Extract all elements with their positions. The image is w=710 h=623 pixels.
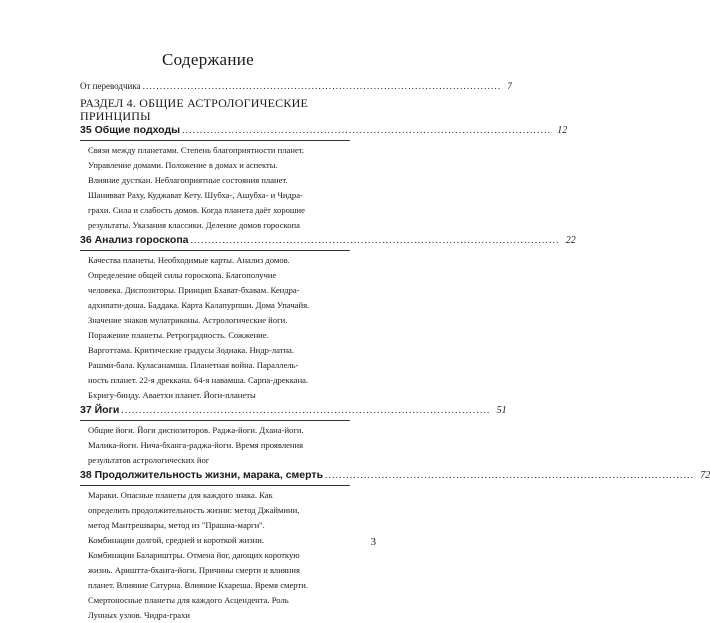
- toc-page-number: 7: [507, 81, 512, 91]
- toc-page-number: 72: [700, 470, 710, 481]
- toc-page-number: 12: [557, 125, 568, 136]
- dot-leader: ........................................................................................................: [142, 81, 502, 91]
- chapter-block: [80, 403, 507, 467]
- chapter-summary-line: адхипати-доша. Баддака. Карта Калапурпши. Дома Упачайя.: [88, 300, 310, 310]
- chapter-summary-line: метод Мантрешвары, метод из "Прашна-марги".: [88, 520, 265, 530]
- dot-leader: ........................................................................................................: [121, 405, 491, 415]
- chapter-summary-line: Качества планеты. Необходимые карты. Анализ домов.: [88, 255, 290, 265]
- section-heading-line: РАЗДЕЛ 4. ОБЩИЕ АСТРОЛОГИЧЕСКИЕ: [80, 96, 308, 110]
- section-heading: [80, 97, 350, 123]
- toc-entry-chapter[interactable]: [80, 233, 576, 248]
- dot-leader: ........................................................................................................: [182, 125, 552, 135]
- chapter-summary-line: Шанивват Раху, Куджават Кету. Шубха-, Ашубха- и Чидра-: [88, 190, 303, 200]
- chapter-summary-line: Рашми-бала. Куласанамша. Планетная война. Параллель-: [88, 360, 299, 370]
- chapter-summary-line: Связи между планетами. Степень благоприятности планет.: [88, 145, 305, 155]
- chapter-summary-line: Определение общей силы гороскопа. Благополучие: [88, 270, 277, 280]
- toc-entry-translator[interactable]: [80, 80, 512, 93]
- toc-page-number: 22: [565, 235, 576, 246]
- toc-entry-chapter[interactable]: [80, 123, 568, 138]
- chapter-summary-line: жизнь. Ариштта-бханга-йоги. Причины смерти и влияния: [88, 565, 300, 575]
- page-number: 3: [370, 536, 376, 548]
- toc-page-number: 51: [496, 405, 507, 416]
- chapter-summary-line: Смертоносные планеты для каждого Асцендента. Роль: [88, 595, 289, 605]
- chapter-summary-line: ность планет. 22-я дреккана. 64-я навамша. Сарпа-дреккана.: [88, 375, 309, 385]
- chapter-summary-line: Значение знаков мулатриконы. Астрологические йоги.: [88, 315, 288, 325]
- chapter-divider: [80, 250, 350, 251]
- chapter-divider: [80, 140, 350, 141]
- dot-leader: ........................................................................................................: [190, 235, 560, 245]
- chapter-title: 35 Общие подходы: [80, 124, 181, 136]
- chapter-list: [80, 123, 710, 622]
- chapter-block: [80, 123, 568, 232]
- chapter-summary-line: результаты. Указания классики. Деление домов гороскопа: [88, 220, 300, 230]
- chapter-summary-line: Малика-йоги. Нича-бханга-раджа-йоги. Время проявления: [88, 440, 304, 450]
- chapter-summary-line: Бхригу-бинду. Аваетхи планет. Йоги-планеты: [88, 390, 256, 400]
- toc-entry-chapter[interactable]: [80, 468, 710, 483]
- chapter-block: [80, 233, 576, 402]
- chapter-block: [80, 468, 710, 622]
- chapter-title: 36 Анализ гороскопа: [80, 234, 189, 246]
- chapter-title: 38 Продолжительность жизни, марака, смерть: [80, 469, 324, 481]
- page-title: Содержание: [161, 50, 255, 69]
- chapter-summary-line: Общие йоги. Йоги диспозиторов. Раджа-йоги. Дхана-йоги.: [88, 425, 304, 435]
- chapter-summary-line: Комбинации Балариштры. Отмена йог, дающих короткую: [88, 550, 300, 560]
- chapter-summary-line: грахи. Сила и слабость домов. Когда планета даёт хорошие: [88, 205, 305, 215]
- toc-entry-label: От переводчика: [80, 81, 141, 91]
- chapter-summary-line: определить продолжительность жизни: метод Джаймини,: [88, 505, 300, 515]
- chapter-summary-line: результатов астрологических йог: [88, 455, 210, 465]
- table-of-contents: [80, 80, 710, 623]
- chapter-summary-line: Управление домами. Положение в домах и аспекты.: [88, 160, 278, 170]
- chapter-summary-line: Мараки. Опасные планеты для каждого знака. Как: [88, 490, 273, 500]
- chapter-summary-line: человека. Диспозиторы. Принцип Бхават-бхавам. Кендра-: [88, 285, 300, 295]
- chapter-title: 37 Йоги: [80, 404, 120, 416]
- chapter-summary-line: планет. Влияние Сатурна. Влияние Кхареша. Время смерти.: [88, 580, 308, 590]
- toc-entry-chapter[interactable]: [80, 403, 507, 418]
- chapter-summary-line: Влияние дусткан. Неблагоприятные состояния планет.: [88, 175, 288, 185]
- dot-leader: ........................................................................................................: [325, 470, 695, 480]
- chapter-divider: [80, 420, 350, 421]
- chapter-summary-line: Поражение планеты. Ретроградность. Сожжение.: [88, 330, 269, 340]
- chapter-summary-line: Комбинации долгой, средней и короткой жизни.: [88, 535, 264, 545]
- section-heading-line: ПРИНЦИПЫ: [80, 109, 151, 123]
- chapter-divider: [80, 485, 350, 486]
- chapter-summary-line: Варготтама. Критические градусы Зодиака. Нидр-латна.: [88, 345, 295, 355]
- chapter-summary-line: Лунных узлов. Чидра-грахи: [88, 610, 191, 620]
